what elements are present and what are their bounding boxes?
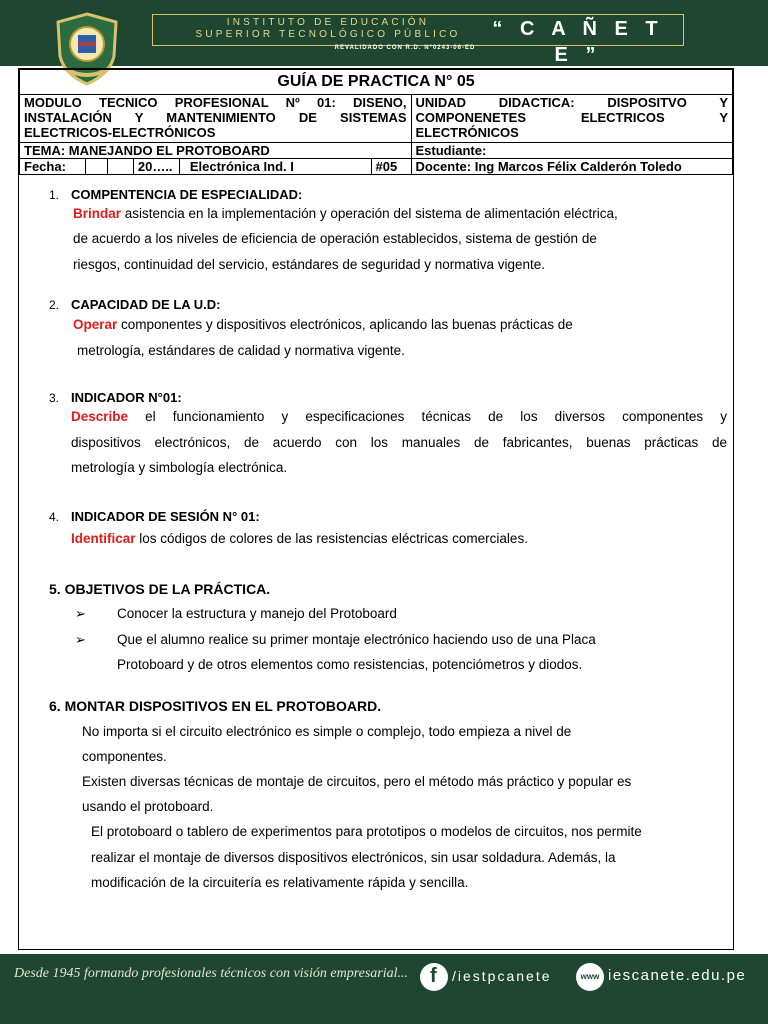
institute-brand-name: “ C A Ñ E T E ” (492, 18, 664, 66)
section-1-number: 1. (49, 188, 60, 202)
section-1-line-2: de acuerdo a los niveles de eficiencia de operación establecidos, sistema de gestión de (73, 231, 597, 246)
section-3-line-1 (71, 409, 727, 424)
section-2-line-2: metrología, estándares de calidad y normativa vigente. (77, 343, 405, 358)
objective-2-line-1: Que el alumno realice su primer montaje electrónico haciendo uso de una Placa (117, 632, 596, 647)
section-6-p2-line-2: usando el protoboard. (82, 799, 214, 814)
www-icon: www (576, 963, 604, 991)
section-4-line-1 (71, 531, 528, 546)
fecha-cell: Fecha: (20, 159, 86, 175)
institute-line-1: INSTITUTO DE EDUCACIÓN (226, 17, 430, 28)
section-6-p3-line-3: modificación de la circuitería es relativamente rápida y sencilla. (91, 875, 469, 890)
section-1-line-1-text: asistencia en la implementación y operación del sistema de alimentación eléctrica, (121, 206, 618, 221)
section-5-heading: 5. OBJETIVOS DE LA PRÁCTICA. (49, 581, 271, 597)
section-6-heading: 6. MONTAR DISPOSITIVOS EN EL PROTOBOARD. (49, 698, 382, 714)
section-6-p2-line-1: Existen diversas técnicas de montaje de circuitos, pero el método más práctico y popular es (82, 774, 632, 789)
bullet-arrow-icon: ➢ (75, 632, 86, 647)
section-2-line-1-text: componentes y dispositivos electrónicos, aplicando las buenas prácticas de (117, 317, 573, 332)
section-4-keyword: Identificar (71, 531, 136, 546)
institute-line-2: SUPERIOR TECNOLÓGICO PÚBLICO (195, 29, 461, 40)
section-3-line-1-text: el funcionamiento y especificaciones técnicas de los diversos componentes y (128, 409, 727, 424)
practice-guide-document (18, 68, 734, 950)
module-cell: MODULO TECNICO PROFESIONAL Nº 01: DISENO, INSTALACIÓN Y MANTENIMIENTO DE SISTEMAS ELECTRICOS-ELECTRÓNICOS (20, 95, 412, 143)
facebook-f-glyph: f (430, 965, 437, 987)
section-3-number: 3. (49, 391, 60, 405)
guide-title: GUÍA DE PRACTICA N° 05 (20, 70, 733, 95)
number-cell: #05 (371, 159, 411, 175)
guide-header-table (19, 69, 733, 175)
facebook-handle-link[interactable]: /iestpcanete (452, 968, 552, 984)
section-6-p1-line-1: No importa si el circuito electrónico es simple o complejo, todo empieza a nivel de (82, 724, 572, 739)
section-2-keyword: Operar (73, 317, 118, 332)
course-cell: Electrónica Ind. I (179, 159, 371, 175)
objective-2-line-2: Protoboard y de otros elementos como resistencias, potenciómetros y diodos. (117, 657, 583, 672)
page-header (0, 0, 768, 66)
section-3-heading: INDICADOR N°01: (71, 390, 182, 405)
objective-1: Conocer la estructura y manejo del Protoboard (117, 606, 397, 621)
section-1-line-3: riesgos, continuidad del servicio, estándares de seguridad y normativa vigente. (73, 257, 546, 272)
section-2-line-1 (73, 317, 573, 332)
tema-cell: TEMA: MANEJANDO EL PROTOBOARD (20, 143, 412, 159)
section-1-heading: COMPENTENCIA DE ESPECIALIDAD: (71, 187, 303, 202)
fecha-month-cell (107, 159, 133, 175)
section-4-line-1-text: los códigos de colores de las resistencias eléctricas comerciales. (135, 531, 528, 546)
unit-cell: UNIDAD DIDACTICA: DISPOSITVO Y COMPONENETES ELECTRICOS Y ELECTRÓNICOS (411, 95, 733, 143)
section-2-number: 2. (49, 298, 60, 312)
section-2-heading: CAPACIDAD DE LA U.D: (71, 297, 221, 312)
estudiante-cell: Estudiante: (411, 143, 733, 159)
section-4-number: 4. (49, 510, 60, 524)
bullet-arrow-icon: ➢ (75, 606, 86, 621)
section-1-keyword: Brindar (73, 206, 122, 221)
section-3-line-2: dispositivos electrónicos, de acuerdo con los manuales de fabricantes, buenas prácticas de (71, 435, 727, 450)
fecha-day-cell (85, 159, 107, 175)
footer-slogan: Desde 1945 formando profesionales técnicos con visión empresarial... (14, 966, 409, 981)
website-link[interactable]: iescanete.edu.pe (608, 967, 747, 984)
section-1-line-1 (73, 206, 618, 221)
institute-name (183, 17, 473, 41)
section-6-p1-line-2: componentes. (82, 749, 167, 764)
section-6-p3-line-1: El protoboard o tablero de experimentos para prototipos o modelos de circuitos, nos permite (91, 824, 642, 839)
section-3-keyword: Describe (71, 409, 129, 424)
page-footer (0, 954, 768, 1024)
section-6-p3-line-2: realizar el montaje de diversos dispositivos electrónicos, sin usar soldadura. Además, la (91, 850, 616, 865)
section-3-line-3: metrología y simbología electrónica. (71, 460, 288, 475)
revalidation-text: REVALIDADO CON R.D. N°0243-06-ED (334, 45, 476, 51)
section-4-heading: INDICADOR DE SESIÓN N° 01: (71, 509, 260, 524)
year-cell: 20….. (133, 159, 179, 175)
docente-cell: Docente: Ing Marcos Félix Calderón Toledo (411, 159, 733, 175)
